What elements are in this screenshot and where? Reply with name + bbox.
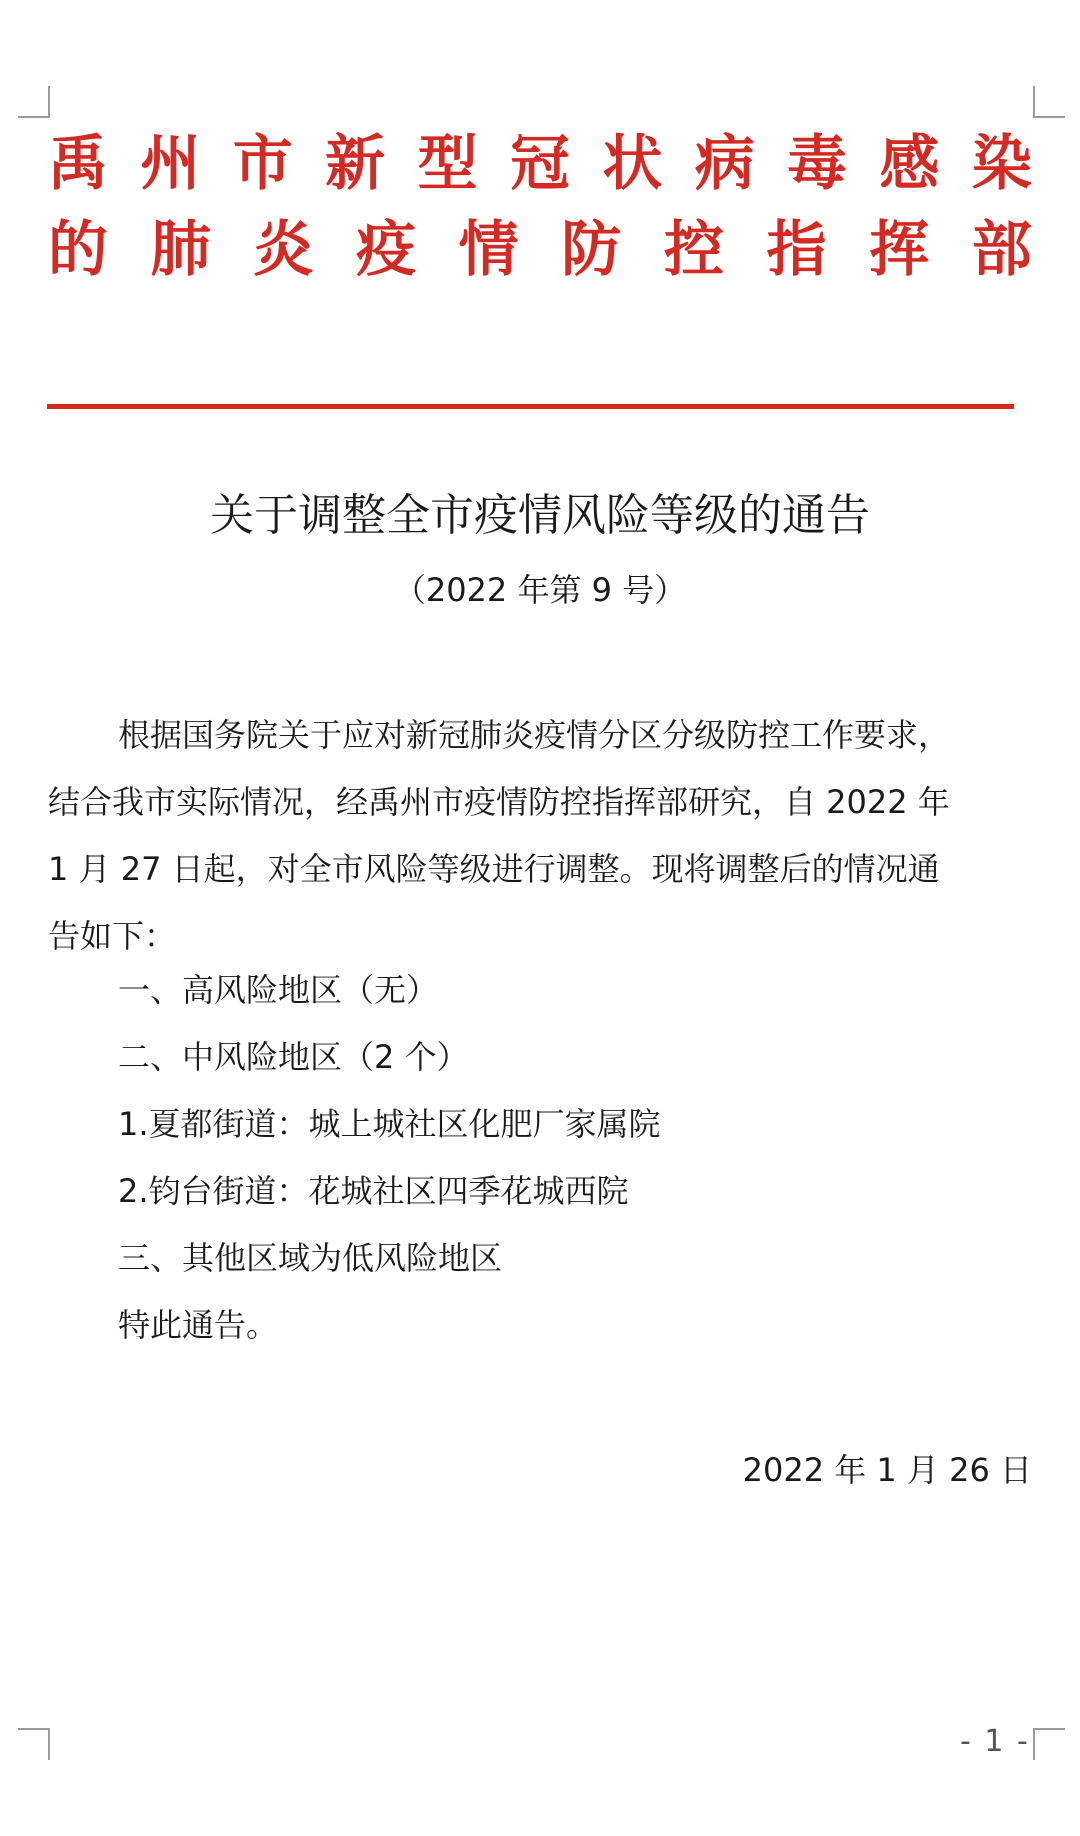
org-char: 状 <box>602 129 663 199</box>
org-char: 禹 <box>48 129 108 199</box>
paragraph-line: 告如下： <box>48 917 177 955</box>
list-item: 1.夏都街道：城上城社区化肥厂家属院 <box>118 1105 661 1143</box>
org-char: 感 <box>879 129 940 199</box>
org-char: 挥 <box>869 215 930 285</box>
org-char: 指 <box>766 215 827 285</box>
crop-mark-top-left <box>18 86 50 118</box>
list-item: 一、高风险地区（无） <box>118 971 439 1009</box>
page-number: - 1 - <box>960 1724 1030 1759</box>
org-char: 部 <box>971 215 1032 285</box>
org-char: 防 <box>561 215 622 285</box>
crop-mark-bottom-right <box>1033 1728 1065 1760</box>
org-char: 肺 <box>150 215 211 285</box>
notice-number: （2022 年第 9 号） <box>393 571 687 609</box>
org-char: 疫 <box>355 215 416 285</box>
org-char: 情 <box>458 215 519 285</box>
org-char: 染 <box>971 129 1032 199</box>
org-char: 毒 <box>787 129 848 199</box>
closing-line: 特此通告。 <box>118 1306 279 1344</box>
paragraph-line: 根据国务院关于应对新冠肺炎疫情分区分级防控工作要求， <box>118 716 951 754</box>
org-char: 病 <box>694 129 755 199</box>
list-item: 二、中风险地区（2 个） <box>118 1038 469 1076</box>
org-char: 州 <box>140 129 201 199</box>
paragraph-line: 1 月 27 日起，对全市风险等级进行调整。现将调整后的情况通 <box>48 850 940 888</box>
org-char: 市 <box>232 129 293 199</box>
org-char: 新 <box>325 129 386 199</box>
notice-title: 关于调整全市疫情风险等级的通告 <box>210 490 870 541</box>
org-char: 型 <box>417 129 478 199</box>
org-char: 炎 <box>253 215 314 285</box>
org-char: 的 <box>48 215 108 285</box>
red-header-rule <box>47 404 1014 409</box>
issue-date: 2022 年 1 月 26 日 <box>742 1451 1032 1489</box>
body-paragraph <box>48 702 1033 970</box>
crop-mark-top-right <box>1033 86 1065 118</box>
org-char: 冠 <box>509 129 570 199</box>
list-item: 三、其他区域为低风险地区 <box>118 1239 503 1277</box>
org-char: 控 <box>663 215 724 285</box>
list-item: 2.钧台街道：花城社区四季花城西院 <box>118 1172 629 1210</box>
crop-mark-bottom-left <box>18 1728 50 1760</box>
issuing-org-line-2 <box>48 214 1032 286</box>
paragraph-line: 结合我市实际情况，经禹州市疫情防控指挥部研究，自 2022 年 <box>48 783 950 821</box>
issuing-org-line-1 <box>48 128 1032 200</box>
